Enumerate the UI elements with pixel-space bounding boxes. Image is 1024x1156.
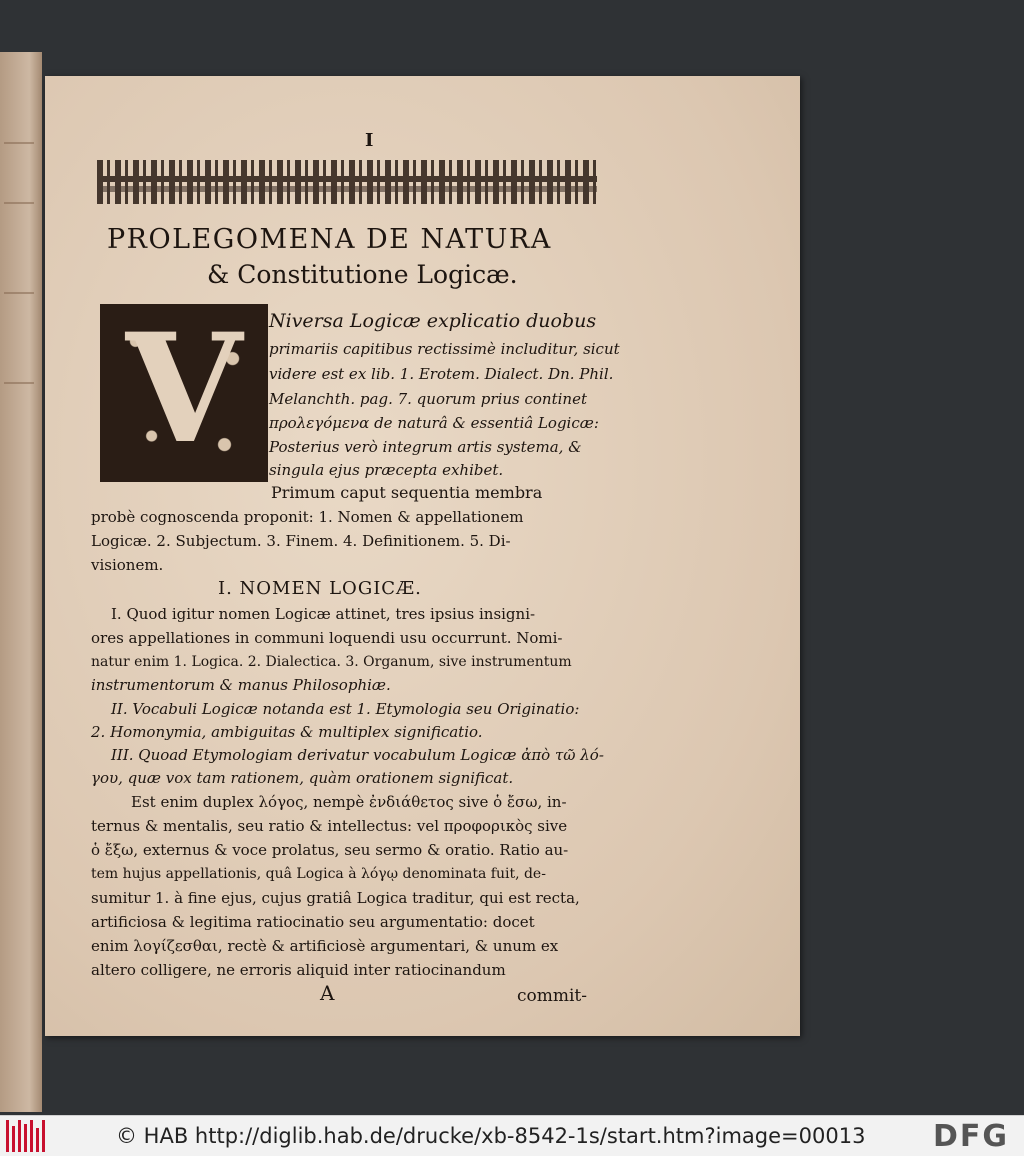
source-credit-link[interactable]: © HAB http://diglib.hab.de/drucke/xb-8542-1s/start.htm?image=00013: [116, 1124, 866, 1148]
text-line: altero colligere, ne erroris aliquid inter ratiocinandum: [91, 961, 506, 979]
text-line: Niversa Logicæ explicatio duobus: [269, 310, 597, 332]
text-line: Logicæ. 2. Subjectum. 3. Finem. 4. Definitionem. 5. Di-: [91, 532, 511, 550]
hab-logo-icon: [6, 1120, 46, 1152]
viewer-footer: [0, 1115, 1024, 1156]
page-subtitle: & Constitutione Logicæ.: [207, 260, 518, 289]
text-line: Melanchth. pag. 7. quorum prius continet: [269, 390, 587, 408]
text-line: 2. Homonymia, ambiguitas & multiplex significatio.: [91, 723, 483, 741]
page-number: I: [365, 130, 374, 151]
text-line: primariis capitibus rectissimè includitur, sicut: [269, 340, 620, 358]
text-line: Est enim duplex λόγος, nempè ἐνδιάθετος sive ὁ ἔσω, in-: [131, 793, 567, 811]
catchword: commit-: [517, 986, 588, 1006]
signature-mark: A: [320, 981, 335, 1005]
text-line: tem hujus appellationis, quâ Logica à λόγῳ denominata fuit, de-: [91, 866, 546, 882]
section-heading: I. NOMEN LOGICÆ.: [218, 578, 422, 599]
text-line: artificiosa & legitima ratiocinatio seu argumentatio: docet: [91, 913, 535, 931]
text-line: ores appellationes in communi loquendi usu occurrunt. Nomi-: [91, 629, 563, 647]
text-line: singula ejus præcepta exhibet.: [269, 461, 504, 479]
text-line: III. Quoad Etymologiam derivatur vocabulum Logicæ ἀπὸ τῶ λό-: [111, 746, 604, 764]
text-line: instrumentorum & manus Philosophiæ.: [91, 676, 391, 694]
text-line: II. Vocabuli Logicæ notanda est 1. Etymologia seu Originatio:: [111, 700, 580, 718]
previous-page-edge: [0, 52, 42, 1112]
text-line: I. Quod igitur nomen Logicæ attinet, tres ipsius insigni-: [111, 605, 536, 623]
text-line: enim λογίζεσθαι, rectè & artificiosè argumentari, & unum ex: [91, 937, 559, 955]
decorated-initial: [100, 301, 268, 482]
page-title: PROLEGOMENA DE NATURA: [107, 224, 552, 255]
text-line: natur enim 1. Logica. 2. Dialectica. 3. Organum, sive instrumentum: [91, 654, 572, 670]
initial-letter: V: [125, 301, 243, 477]
decorative-ornament-band: [97, 160, 597, 204]
text-line: προλεγόμενα de naturâ & essentiâ Logicæ:: [269, 414, 599, 432]
text-line: videre est ex lib. 1. Erotem. Dialect. Dn. Phil.: [269, 365, 614, 383]
text-line: sumitur 1. à fine ejus, cujus gratiâ Logica traditur, qui est recta,: [91, 889, 580, 907]
text-line: visionem.: [91, 556, 164, 574]
text-line: ternus & mentalis, seu ratio & intellectus: vel προφορικὸς sive: [91, 817, 568, 835]
book-page: [45, 76, 800, 1036]
text-line: Posterius verò integrum artis systema, &: [269, 438, 582, 456]
text-line: ὁ ἔξω, externus & voce prolatus, seu sermo & oratio. Ratio au-: [91, 841, 569, 859]
text-line: γου, quæ vox tam rationem, quàm orationem significat.: [91, 769, 514, 787]
text-line: probè cognoscenda proponit: 1. Nomen & appellationem: [91, 508, 524, 526]
dfg-logo: DFG: [933, 1119, 1010, 1154]
text-line: Primum caput sequentia membra: [271, 483, 543, 502]
